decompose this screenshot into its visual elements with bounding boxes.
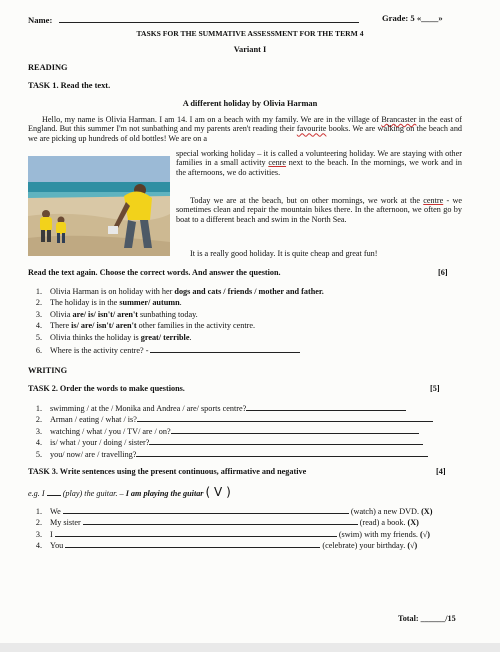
task2-item: 5. you/ now/ are / travelling?: [28, 448, 433, 459]
question-item: 4. There is/ are/ isn't/ aren't other families in the activity centre.: [35, 321, 256, 331]
choice-options[interactable]: dogs and cats / friends / mother and father.: [174, 287, 324, 296]
misspelled-word: centre: [423, 196, 444, 205]
misspelled-word: Brancaster: [381, 115, 417, 124]
total-value[interactable]: ______/15: [420, 614, 456, 623]
writing-heading: WRITING: [28, 366, 68, 375]
page-title: TASKS FOR THE SUMMATIVE ASSESSMENT FOR THE TERM 4: [136, 29, 364, 38]
question-item: 3. Olivia are/ is/ isn't/ aren't sunbathing today.: [35, 309, 198, 319]
task3-item: 4. You (celebrate) your birthday. (√): [35, 541, 418, 551]
example-mark: ( V ): [205, 485, 231, 499]
answer-blank[interactable]: [136, 448, 428, 457]
story-title: A different holiday by Olivia Harman: [182, 99, 318, 108]
answer-blank[interactable]: [83, 516, 358, 525]
answer-blank[interactable]: [63, 505, 349, 514]
story-paragraph-1-cont: special working holiday – it is called a volunteering holiday. We are staying with other families in a small activity cenre next to the beach. In the mornings, we work and in the afternoons, we do activities.: [176, 149, 463, 177]
answer-blank[interactable]: [55, 528, 337, 537]
beach-illustration: [28, 156, 170, 256]
grade-label: Grade:: [382, 13, 409, 23]
story-paragraph-1: Hello, my name is Olivia Harman. I am 14. I am on a beach with my family. We are in the village of Brancaster in the east of England. But this summer I'm not sunbathing and my parents aren't reading their favourite books. We are walking on the beach and we are picking up hundreds of old bottles! We are on a: [28, 115, 463, 143]
example-line: e.g. I (play) the guitar. – I am playing the guitar ( V ): [28, 485, 231, 499]
task2-list: [28, 402, 433, 459]
name-blank[interactable]: [59, 14, 359, 23]
task1-heading: TASK 1. Read the text.: [28, 81, 111, 90]
task1-marks: [6]: [438, 268, 448, 277]
story-paragraph-3: It is a really good holiday. It is quite cheap and great fun!: [190, 249, 378, 258]
example-answer: I am playing the guitar: [125, 489, 204, 498]
task3-heading: TASK 3. Write sentences using the present continuous, affirmative and negative: [28, 467, 307, 476]
answer-blank[interactable]: [246, 402, 406, 411]
task3-item: 3. I (swim) with my friends. (√): [35, 529, 430, 539]
task2-item: 2. Arman / eating / what / is?: [28, 413, 433, 424]
task2-item: 3. watching / what / you / TV/ are / on?: [28, 425, 433, 436]
misspelled-word: favourite: [296, 124, 327, 134]
variant-label: Variant I: [233, 45, 267, 54]
task2-marks: [5]: [430, 384, 440, 393]
task2-item: 4. is/ what / your / doing / sister?: [28, 436, 433, 447]
task3-list: [28, 505, 432, 551]
question-item: 5. Olivia thinks the holiday is great/ terrible.: [35, 332, 192, 342]
task1-questions: [28, 287, 324, 355]
answer-blank[interactable]: [65, 539, 320, 548]
answer-blank[interactable]: [150, 344, 300, 353]
reading-heading: READING: [28, 63, 68, 72]
beach-photo: [28, 156, 170, 256]
task3-marks: [4]: [436, 467, 446, 476]
misspelled-word: cenre: [268, 158, 287, 168]
name-label: Name:: [28, 15, 53, 25]
task3-item: 1. We (watch) a new DVD. (X): [35, 507, 433, 516]
name-row: [28, 14, 359, 26]
task3-item: 2. My sister (read) a book. (X): [35, 518, 419, 528]
question-item: 2. The holiday is in the summer/ autumn.: [35, 298, 182, 308]
question-item: 1. Olivia Harman is on holiday with her dogs and cats / friends / mother and father.: [35, 287, 324, 296]
grade-row: [382, 14, 443, 24]
choice-options[interactable]: great/ terrible: [140, 332, 190, 342]
task2-item: 1. swimming / at the / Monika and Andrea / are/ sports centre?: [28, 402, 433, 413]
choice-options[interactable]: summer/ autumn: [119, 298, 180, 308]
answer-blank[interactable]: [137, 413, 433, 422]
grade-value[interactable]: 5 «____»: [410, 13, 443, 23]
choice-options[interactable]: is/ are/ isn't/ aren't: [71, 321, 137, 331]
task1-instruction: Read the text again. Choose the correct words. And answer the question.: [28, 268, 281, 277]
task2-heading: TASK 2. Order the words to make questions.: [28, 384, 185, 393]
story-paragraph-2: Today we are at the beach, but on other mornings, we work at the centre - we sometimes clean and repair the mountain bikes there. In the afternoon, we often go by boat to a different beach and swim in the North Sea.: [176, 196, 462, 224]
answer-blank[interactable]: [149, 436, 423, 445]
total-score: Total: ______/15: [398, 614, 456, 623]
page-edge: [0, 643, 500, 652]
choice-options[interactable]: are/ is/ isn't/ aren't: [72, 309, 138, 319]
answer-blank[interactable]: [171, 425, 419, 434]
question-item: 6. Where is the activity centre? -: [28, 344, 324, 355]
